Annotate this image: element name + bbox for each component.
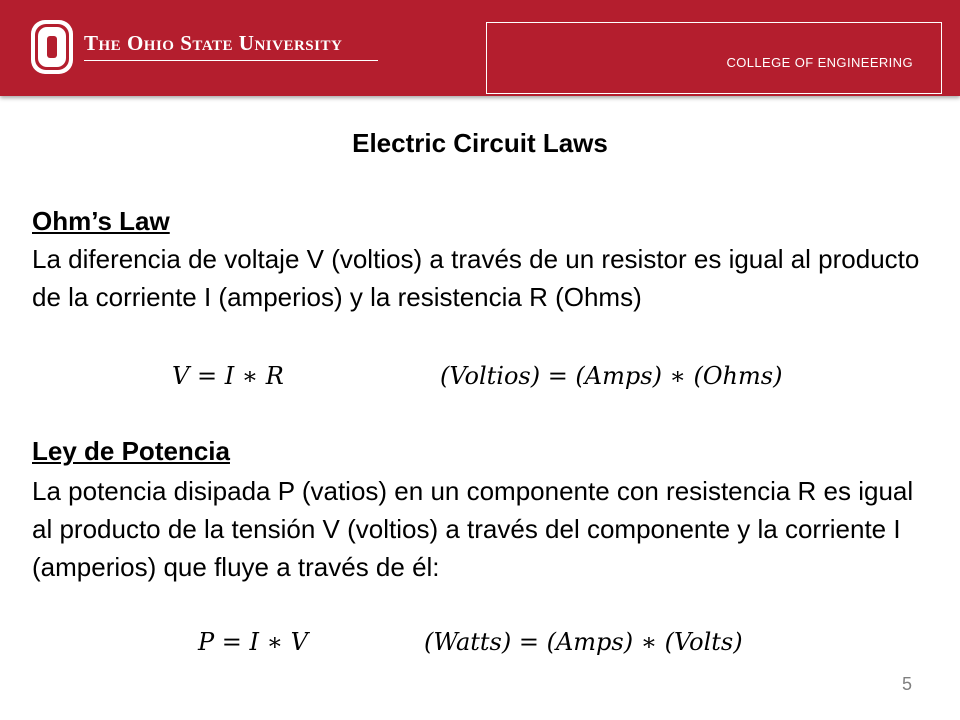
block-o-icon (30, 19, 74, 75)
ohms-law-equation: V = I ∗ R (172, 362, 284, 390)
power-law-text: La potencia disipada P (vatios) en un componente con resistencia R es igual al producto de la tensión V (voltios) a través del componente y la corriente I (amperios) que fluye a través de él: (32, 476, 914, 582)
wordmark-rule (84, 60, 378, 61)
ohms-law-heading: Ohm’s Law (32, 206, 170, 236)
college-box (486, 22, 942, 94)
power-law-units: (Watts) = (Amps) ∗ (Volts) (424, 628, 743, 656)
ohms-law-units: (Voltios) = (Amps) ∗ (Ohms) (440, 362, 783, 390)
university-wordmark: THE OHIO STATE UNIVERSITY (84, 31, 343, 55)
power-law-equation: P = I ∗ V (198, 628, 308, 656)
page-number: 5 (902, 674, 913, 694)
power-law-heading: Ley de Potencia (32, 436, 230, 466)
ohms-law-text: La diferencia de voltaje V (voltios) a través de un resistor es igual al producto de la corriente I (amperios) y la resistencia R (Ohms) (32, 244, 920, 312)
slide-header (0, 0, 960, 96)
slide-title: Electric Circuit Laws (352, 128, 608, 158)
college-name: COLLEGE OF ENGINEERING (726, 55, 913, 70)
